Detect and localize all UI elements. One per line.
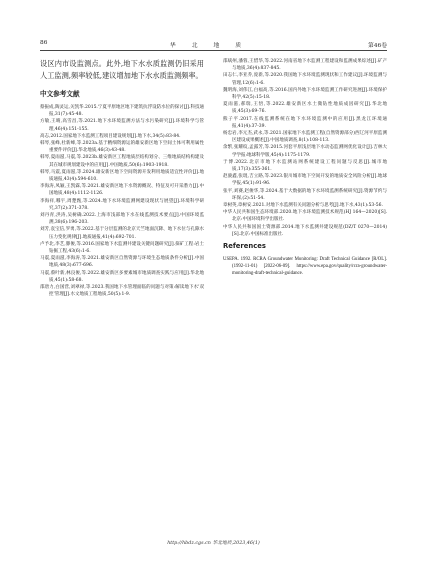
reference-item: 蔡振成,陶灵运,关凯华.2015.宁夏平原地区地下建筑抗浮设防水位的探讨[J].科技通报,31(7):45-48. (40, 105, 204, 118)
footer-url: http://hbdz.cgs.cn 华北地质,2023,46(1) (167, 541, 260, 546)
reference-item: 韩琴,马震,夏雨滋,等.2024.雄安新区地下空间资源开发利用地质适宜性评价[J].地质通报,43(4):594-610. (40, 169, 204, 183)
reference-item: 韩琴,张峰,杜新峰,等.2023a.基于精细资源运的雄安新区地下空间土体可利用属性重要件评价[J].华北地质,46(3):43-48. (40, 141, 204, 154)
reference-item: 中华人民共和国生态环境部.2020.地下水环境监测技术规范(HJ 164—2020)[S].北京:中国环境科学出版社. (223, 210, 387, 223)
page-number: 86 (40, 40, 48, 46)
reference-item: 夏雨滋,郝瑞,王悟,等.2022.雄安新区水土微钻性地质成因研究[J].华北地质,45(3):69-76. (223, 102, 387, 115)
reference-item: 邵唐力,白国营,刘翠禄,等.2023.我国地下水管理面临的问题与对策:解读地下水'双控'管理[J].水文地质工程地质,50(5):1-9. (40, 285, 204, 298)
reference-item: 马震,蔡叶新,林良俊,等.2022.雄安新区多要素城市地质调查实践与应用[J].华北地质,45(1):58-68. (40, 270, 204, 283)
reference-item: 马震,夏雨滋,李海涛,等.2021.雄安新区自然资源与环境生态地质条件分析[J].中国地质,48(3):677-696. (40, 256, 204, 269)
reference-item: 杨忠岩,李元杰,武永,等.2021.国家地下水监测工程(自然资源部分)西辽河平原监测区建设成果概述[J].中国地质调查,8(1):108-113. (223, 131, 387, 144)
reference-item: 韩琴,夏雨滋,马震,等.2023b.雄安新区工程地质层结构划分、三维地质结构构建及其在城市规划建设中的应用[J].中国地质,50(6):1903-1918. (40, 155, 204, 168)
reference-item: 卢予北,李艺,滕俊,等.2016.国家地下水监测井建设关键问题研究[J].探矿工程:岩土钻掘工程,43(6):1-6. (40, 241, 204, 255)
intro-paragraph: 设区内市设监测点。此外,地下水水质监测仍旧采用人工监测,频率较低,建议增加地下水水质监测频率。 (40, 59, 204, 80)
reference-item: 魏明海,刘伟江,白福高,等.2016.国内外地下水环境监测工作研究进展[J].环境保护科学,42(5):15-18. (223, 87, 387, 101)
right-column (223, 58, 387, 278)
journal-title: 华北地质 (169, 43, 258, 49)
references-title: References (223, 242, 266, 251)
reference-item: 邵斌州,潘蓉,王惜华,等.2022.河南省地下水监测工程建设和监测成果综述[J].矿产与地质,36(4):837-845. (223, 59, 387, 72)
reference-item: 方敏,王晴,高雪昌,等.2021.地下水环境监测方法与水污染研究[J].环境科学与管理,46(4):151-155. (40, 119, 204, 132)
reference-item: 张平,刘赛,赵俊华,等.2024.基于大数据的地下水环境监测系统研究[J].资源节约与环保,(2):51-54. (223, 188, 387, 201)
left-column (40, 58, 204, 298)
reference-item: 余繁,张耀纹,孟露芳,等.2015.河套平原浅层地下水动态监测网优化设计[J].吉林大学学报:地球科学版,45(4):1175-1179. (223, 145, 387, 158)
reference-item: 于博.2022.北京市地下水监测站网系统建设工程问题与反思[J].城市地质,17(3):355-361. (223, 159, 387, 173)
english-references-list (223, 256, 387, 278)
reference-item: 高志,2012.国家地下水监测工程项目建设规划[J].地下水,34(5):83-84. (40, 133, 181, 139)
chinese-references-continued (223, 58, 387, 238)
reference-item: 李海祥,哪宇,周楚甄,等.2024.地下水环境监测网建设现状与展望[J].环境科学研究,37(2):371-378. (40, 198, 204, 211)
running-header (40, 38, 387, 51)
reference-item: USEPA. 1992. RCRA Groundwater Monitoring: Draft Technical Guidance [R/OL]. (1992-11-01) [2022-06-09]. https://www.epa.gov/quality/rcra-groundwater-monitoring-draft-technical-guidance. (223, 257, 387, 277)
reference-item: 赵骏鑫,张琨,吉立路,等.2023.银川城市地下空间开发的地质安全风险分析[J].地球学报,45(1):91-96. (223, 174, 387, 187)
chinese-references-list (40, 104, 204, 298)
volume-label: 第46卷 (368, 43, 387, 49)
reference-item: 刘芳,袁宝信,罗勇,等.2022.基于分层监测的北京天竺地面沉降、地下水位与孔隙水压力变化规律[J].地质通报,41(4):692-701. (40, 227, 204, 240)
reference-item: 章树英,章树安.2021.对地下水监测有关问题分析与思考[J].地下水,43(1):53-56. (223, 203, 383, 209)
reference-item: 中华人民共和国国土资源部.2014.地下水监测井建设规范(DZ/T 0270—2014)[S].北京:中国标准出版社. (223, 224, 387, 237)
reference-item: 刘丹青,洪涛,吴树确.2022.上海市浅部地下水在线监测技术要点[J].中国环境监测,38(6):196-203. (40, 213, 204, 226)
reference-item: 田志仁,李亚乔,庞新,等.2020.我国地下水环境监测现状和工作建议[J].环境监测与管理,12(6):1-6. (223, 73, 387, 86)
chinese-references-title: 中文参考文献 (40, 90, 80, 98)
reference-item: 李海涛,凤颖,王凯霖,等.2021.雄安新区地下水资源概况、特征及可开采潜力[J].中国地质,48(4):1112-1126. (40, 184, 204, 197)
reference-item: 熊子平.2017.在线监测系统在地下水环境监测中的应用[J].黑龙江环境通报,41(4):37-39. (223, 116, 387, 129)
